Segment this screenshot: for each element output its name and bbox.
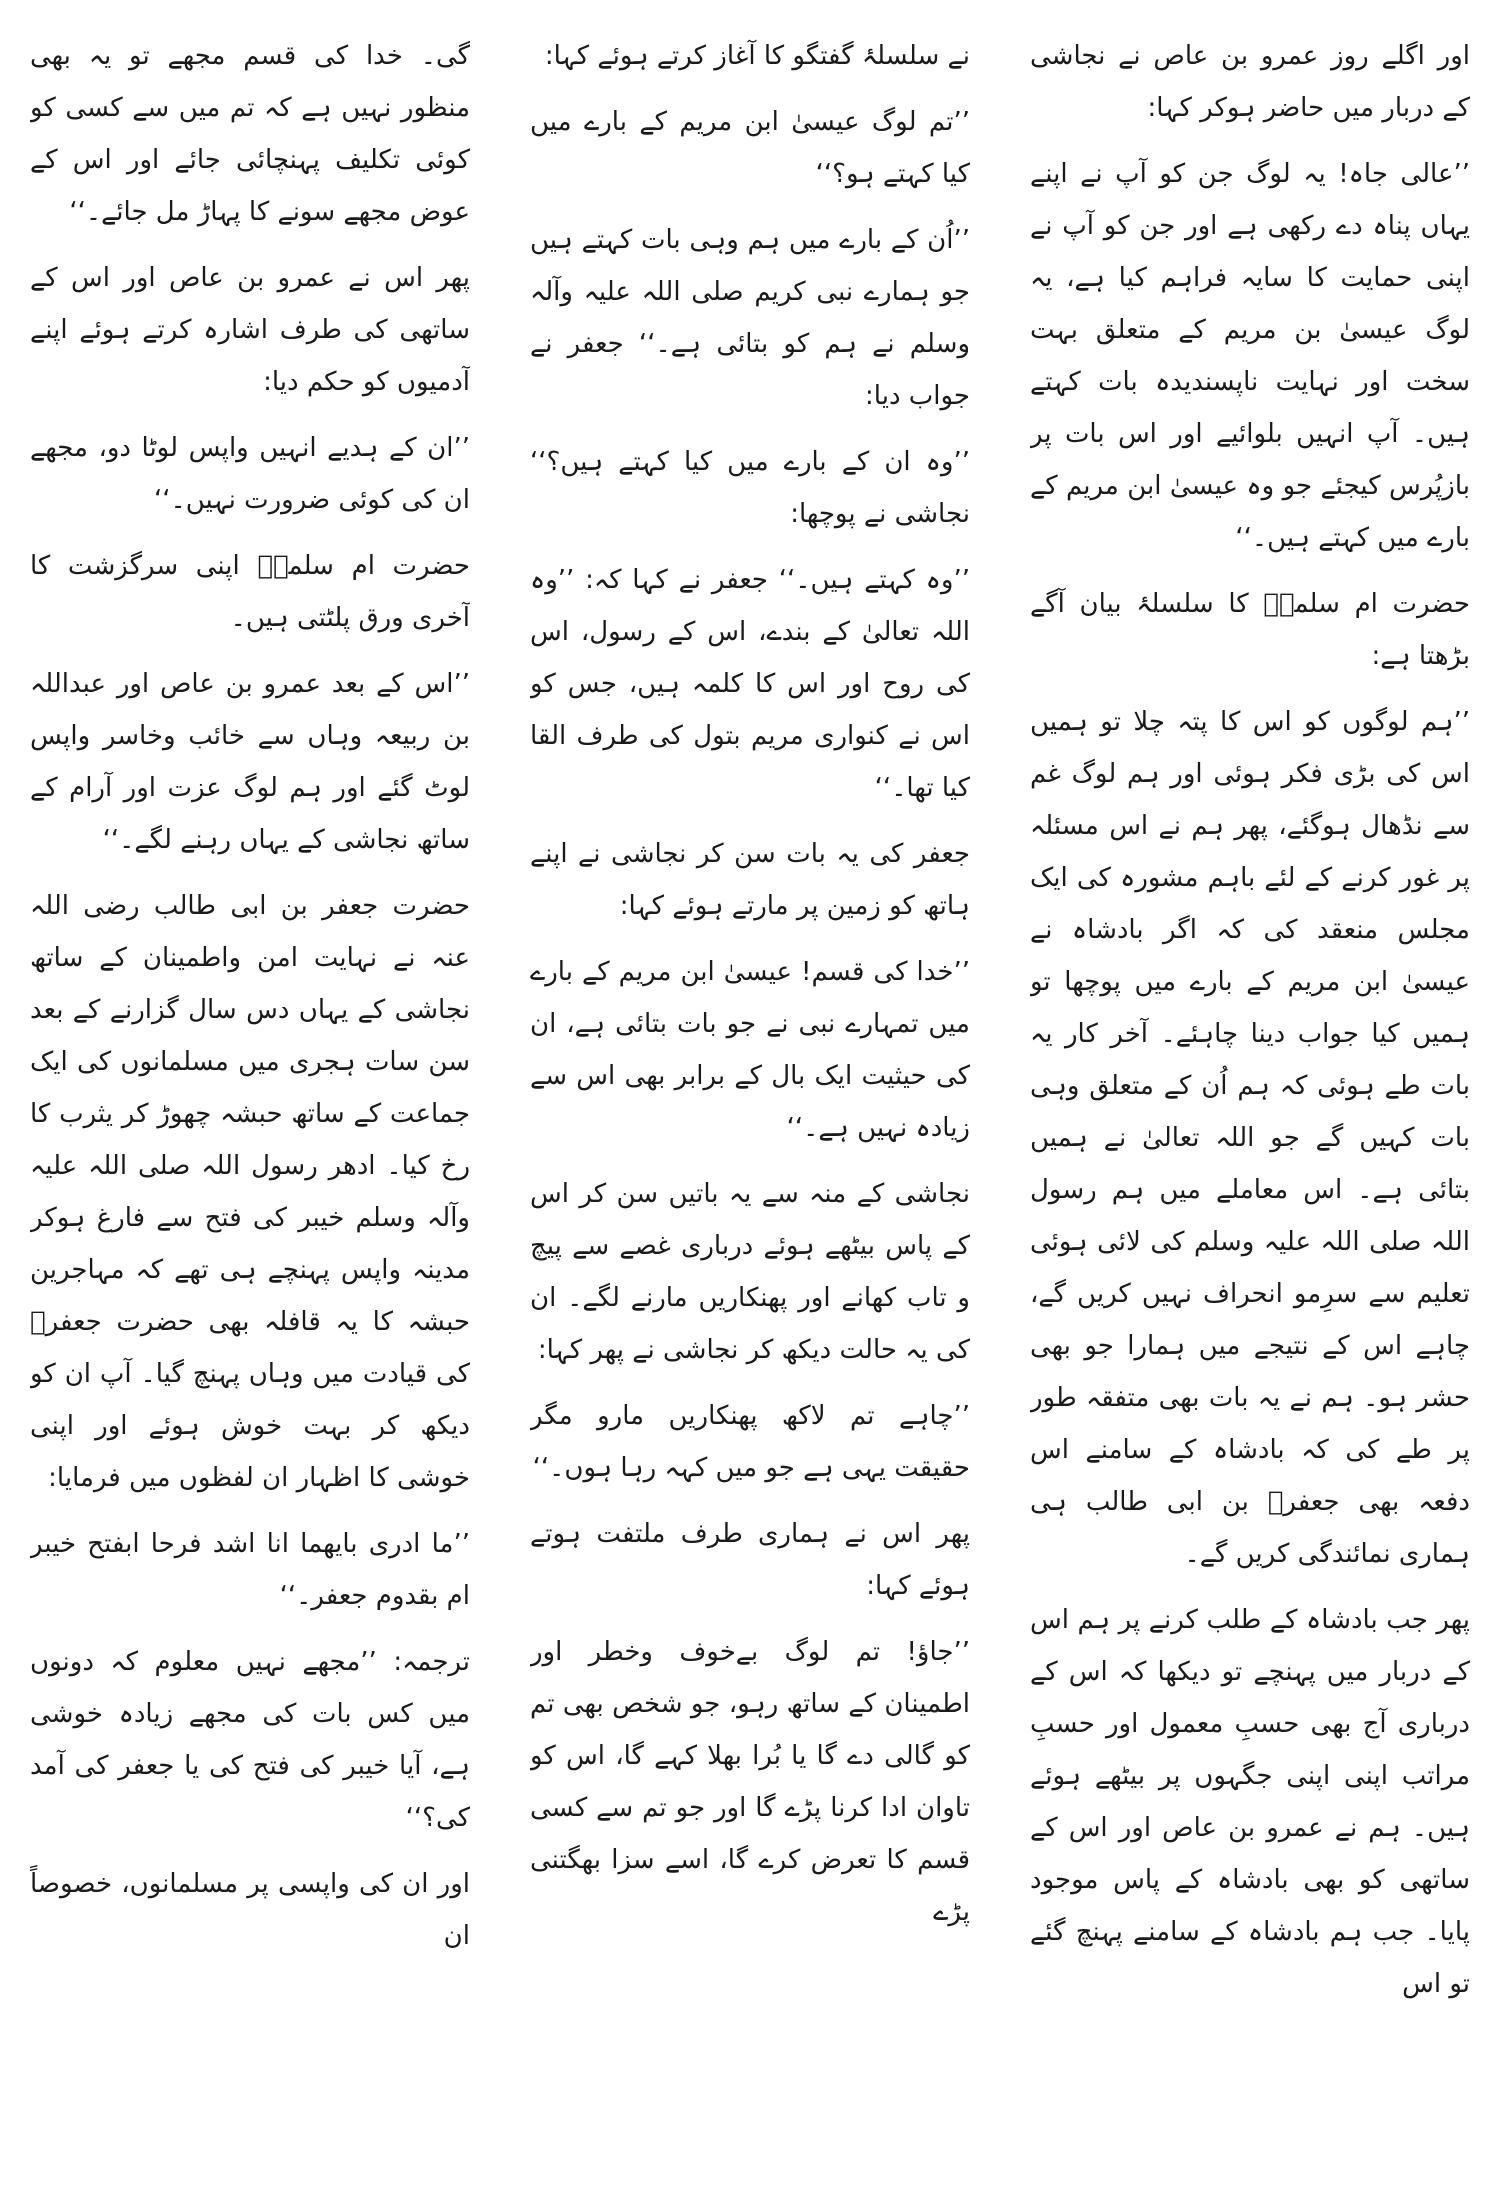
paragraph: ’’وہ ان کے بارے میں کیا کہتے ہیں؟‘‘ نجاشی نے پوچھا: bbox=[530, 447, 970, 529]
paragraph: گی۔ خدا کی قسم مجھے تو یہ بھی منظور نہیں ہے کہ تم میں سے کسی کو کوئی تکلیف پہنچائی جائے اور اس کے عوض مجھے سونے کا پہاڑ مل جائے۔‘‘ bbox=[30, 41, 470, 227]
paragraph: ’’عالی جاہ! یہ لوگ جن کو آپ نے اپنے یہاں پناہ دے رکھی ہے اور جن کو آپ نے اپنی حمایت کا سایہ فراہم کیا ہے، یہ لوگ عیسیٰ بن مریم کے متعلق بہت سخت اور نہایت ناپسندیدہ بات کہتے ہیں۔ آپ انہیں بلوائیے اور اس بات پر بازپُرس کیجئے جو وہ عیسیٰ ابن مریم کے بارے میں کہتے ہیں۔‘‘ bbox=[1030, 159, 1470, 553]
text-column-left bbox=[30, 30, 470, 2200]
paragraph: ’’تم لوگ عیسیٰ ابن مریم کے بارے میں کیا کہتے ہو؟‘‘ bbox=[530, 107, 970, 189]
paragraph: ’’خدا کی قسم! عیسیٰ ابن مریم کے بارے میں تمہارے نبی نے جو بات بتائی ہے، ان کی حیثیت ایک بال کے برابر بھی اس سے زیادہ نہیں ہے۔‘‘ bbox=[530, 957, 970, 1143]
paragraph: ’’وہ کہتے ہیں۔‘‘ جعفر نے کہا کہ: ’’وہ اللہ تعالیٰ کے بندے، اس کے رسول، اس کی روح اور اس کا کلمہ ہیں، جس کو اس نے کنواری مریم بتول کی طرف القا کیا تھا۔‘‘ bbox=[530, 565, 970, 803]
paragraph: اور ان کی واپسی پر مسلمانوں، خصوصاً ان bbox=[30, 1869, 470, 1951]
text-column-middle bbox=[530, 30, 970, 2200]
paragraph: ’’ما ادری بایھما انا اشد فرحا ابفتح خیبر ام بقدوم جعفر۔‘‘ bbox=[30, 1529, 470, 1611]
paragraph: پھر اس نے ہماری طرف ملتفت ہوتے ہوئے کہا: bbox=[530, 1519, 970, 1601]
paragraph: ’’اس کے بعد عمرو بن عاص اور عبداللہ بن ربیعہ وہاں سے خائب وخاسر واپس لوٹ گئے اور ہم لوگ عزت اور آرام کے ساتھ نجاشی کے یہاں رہنے لگے۔‘‘ bbox=[30, 669, 470, 855]
paragraph: نے سلسلۂ گفتگو کا آغاز کرتے ہوئے کہا: bbox=[544, 41, 970, 71]
paragraph: پھر جب بادشاہ کے طلب کرنے پر ہم اس کے دربار میں پہنچے تو دیکھا کہ اس کے درباری آج بھی حسبِ معمول اور حسبِ مراتب اپنی اپنی جگہوں پر بیٹھے ہوئے ہیں۔ ہم نے عمرو بن عاص اور اس کے ساتھی کو بھی بادشاہ کے پاس موجود پایا۔ جب ہم بادشاہ کے سامنے پہنچ گئے تو اس bbox=[1030, 1605, 1470, 1999]
paragraph: حضرت ام سلمہؓ کا سلسلۂ بیان آگے بڑھتا ہے: bbox=[1030, 589, 1470, 671]
paragraph: ’’چاہے تم لاکھ پھنکاریں مارو مگر حقیقت یہی ہے جو میں کہہ رہا ہوں۔‘‘ bbox=[530, 1401, 970, 1483]
paragraph: حضرت جعفر بن ابی طالب رضی اللہ عنہ نے نہایت امن واطمینان کے ساتھ نجاشی کے یہاں دس سال گزارنے کے بعد سن سات ہجری میں مسلمانوں کی ایک جماعت کے ساتھ حبشہ چھوڑ کر یثرب کا رخ کیا۔ ادھر رسول اللہ صلی اللہ علیہ وآلہ وسلم خیبر کی فتح سے فارغ ہوکر مدینہ واپس پہنچے ہی تھے کہ مہاجرین حبشہ کا یہ قافلہ بھی حضرت جعفرؓ کی قیادت میں وہاں پہنچ گیا۔ آپ ان کو دیکھ کر بہت خوش ہوئے اور اپنی خوشی کا اظہار ان لفظوں میں فرمایا: bbox=[30, 891, 470, 1493]
text-column-right bbox=[1030, 30, 1470, 2200]
paragraph: ’’جاؤ! تم لوگ بےخوف وخطر اور اطمینان کے ساتھ رہو، جو شخص بھی تم کو گالی دے گا یا بُرا بھلا کہے گا، اس کو تاوان ادا کرنا پڑے گا اور جو تم سے کسی قسم کا تعرض کرے گا، اسے سزا بھگتنی پڑے bbox=[530, 1637, 970, 1927]
paragraph: پھر اس نے عمرو بن عاص اور اس کے ساتھی کی طرف اشارہ کرتے ہوئے اپنے آدمیوں کو حکم دیا: bbox=[30, 263, 470, 397]
paragraph: نجاشی کے منہ سے یہ باتیں سن کر اس کے پاس بیٹھے ہوئے درباری غصے سے پیچ و تاب کھانے اور پھنکاریں مارنے لگے۔ ان کی یہ حالت دیکھ کر نجاشی نے پھر کہا: bbox=[530, 1179, 970, 1365]
paragraph: ’’اُن کے بارے میں ہم وہی بات کہتے ہیں جو ہمارے نبی کریم صلی اللہ علیہ وآلہ وسلم نے ہم کو بتائی ہے۔‘‘ جعفر نے جواب دیا: bbox=[530, 225, 970, 411]
paragraph: ’’ہم لوگوں کو اس کا پتہ چلا تو ہمیں اس کی بڑی فکر ہوئی اور ہم لوگ غم سے نڈھال ہوگئے، پھر ہم نے اس مسئلہ پر غور کرنے کے لئے باہم مشورہ کی ایک مجلس منعقد کی کہ اگر بادشاہ نے عیسیٰ ابن مریم کے بارے میں پوچھا تو ہمیں کیا جواب دینا چاہئے۔ آخر کار یہ بات طے ہوئی کہ ہم اُن کے متعلق وہی بات کہیں گے جو اللہ تعالیٰ نے ہمیں بتائی ہے۔ اس معاملے میں ہم رسول اللہ صلی اللہ علیہ وسلم کی لائی ہوئی تعلیم سے سرِمو انحراف نہیں کریں گے، چاہے اس کے نتیجے میں ہمارا جو بھی حشر ہو۔ ہم نے یہ بات بھی متفقہ طور پر طے کی کہ بادشاہ کے سامنے اس دفعہ بھی جعفرؓ بن ابی طالب ہی ہماری نمائندگی کریں گے۔ bbox=[1030, 707, 1470, 1569]
paragraph: اور اگلے روز عمرو بن عاص نے نجاشی کے دربار میں حاضر ہوکر کہا: bbox=[1030, 41, 1470, 123]
paragraph: جعفر کی یہ بات سن کر نجاشی نے اپنے ہاتھ کو زمین پر مارتے ہوئے کہا: bbox=[530, 839, 970, 921]
paragraph: حضرت ام سلمہؓ اپنی سرگزشت کا آخری ورق پلٹتی ہیں۔ bbox=[30, 551, 470, 633]
paragraph: ’’ان کے ہدیے انہیں واپس لوٹا دو، مجھے ان کی کوئی ضرورت نہیں۔‘‘ bbox=[30, 433, 470, 515]
paragraph: ترجمہ: ’’مجھے نہیں معلوم کہ دونوں میں کس بات کی مجھے زیادہ خوشی ہے، آیا خیبر کی فتح کی یا جعفر کی آمد کی؟‘‘ bbox=[30, 1647, 470, 1833]
